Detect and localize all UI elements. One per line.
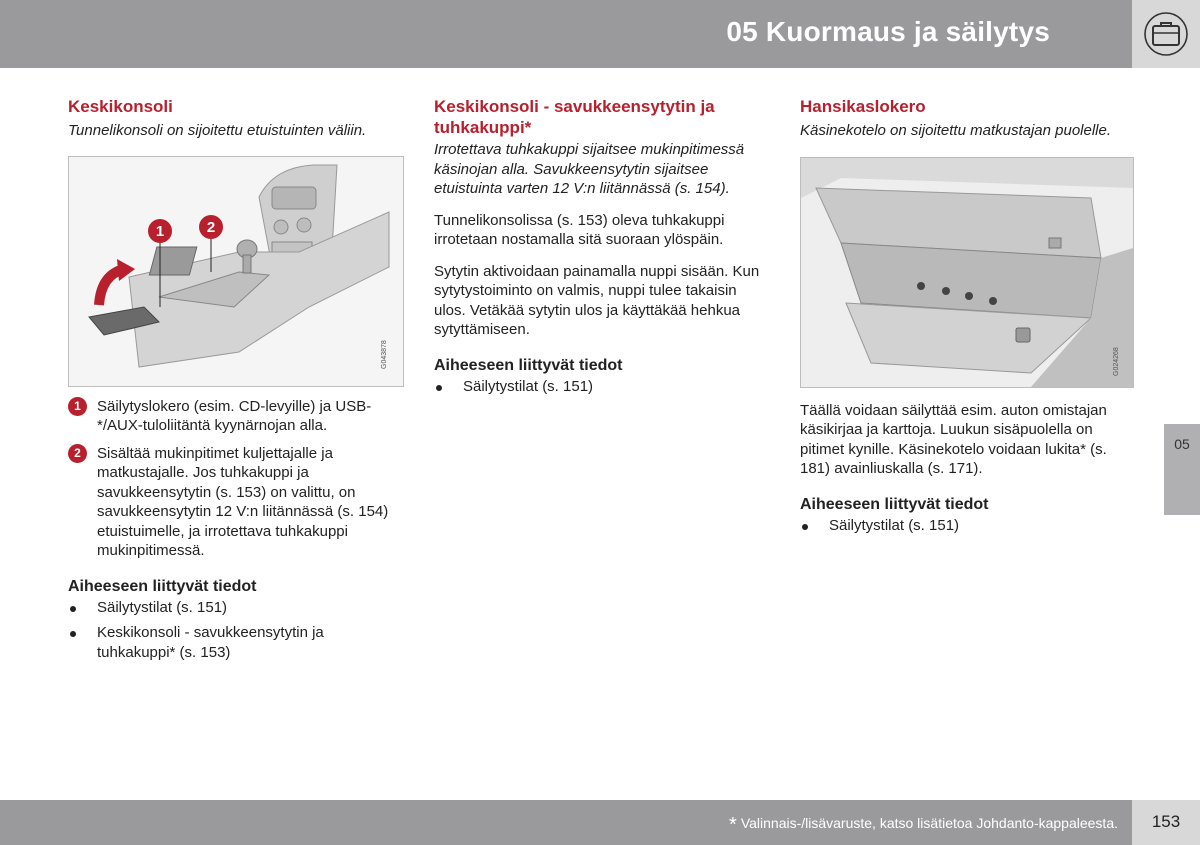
console-drawing (69, 157, 403, 386)
column-lighter-ashtray (434, 96, 764, 396)
section-heading: Keskikonsoli - savukkeensytytin ja tuhkakuppi* (434, 97, 715, 137)
page-number: 153 (1151, 812, 1181, 831)
column-center-console (68, 96, 404, 662)
numbered-item-text: Sisältää mukinpitimet kuljettajalle ja matkustajalle. Jos tuhkakuppi ja savukkeensytytin (s. 153) on valittu, on savukkeensytytin 12 V:n liitännässä (s. 154) etuistuimelle, ja irrotettava tuhkakuppi mukinpitimessä. (97, 444, 389, 559)
bullet-icon (70, 606, 76, 612)
section-heading: Hansikaslokero (800, 97, 926, 116)
bullet-icon (436, 385, 442, 391)
glovebox-drawing (801, 158, 1133, 387)
related-heading: Aiheeseen liittyvät tiedot (434, 356, 623, 374)
footer-note (729, 814, 1118, 837)
bullet-icon (802, 524, 808, 530)
center-console-illustration (68, 156, 404, 387)
figure-code: G043878 (381, 339, 388, 369)
numbered-item (68, 397, 404, 436)
number-badge: 1 (68, 397, 87, 416)
related-link-text: Säilytystilat (s. 151) (829, 516, 960, 534)
paragraph: Sytytin aktivoidaan painamalla nuppi sisään. Kun sytytystoiminto on valmis, nuppi tulee takaisin ulos. Vetäkää sytytin ulos ja käyttäkää hehkua sytyttämiseen. (434, 262, 760, 338)
related-link[interactable] (68, 598, 404, 618)
paragraph: Täällä voidaan säilyttää esim. auton omistajan käsikirjaa ja karttoja. Luukun sisäpuolella on pitimet kynille. Käsinekotelo voidaan lukita* (s. 181) avainliuskalla (s. 171). (800, 401, 1107, 477)
glovebox-illustration (800, 157, 1134, 388)
related-link[interactable] (68, 623, 404, 662)
header-bar (0, 0, 1132, 68)
chapter-title: 05 Kuormaus ja säilytys (726, 16, 1050, 47)
footer-bar (0, 800, 1132, 845)
section-intro: Käsinekotelo on sijoitettu matkustajan puolelle. (800, 122, 1112, 139)
section-intro: Tunnelikonsoli on sijoitettu etuistuinten väliin. (68, 122, 367, 139)
bullet-icon (70, 631, 76, 637)
related-heading: Aiheeseen liittyvät tiedot (800, 495, 989, 513)
related-link-text: Säilytystilat (s. 151) (463, 377, 594, 395)
figure-code: G024268 (1113, 346, 1120, 376)
suitcase-icon (1142, 12, 1190, 56)
chapter-icon-box (1132, 0, 1200, 68)
column-glovebox (800, 96, 1134, 535)
related-link[interactable] (800, 516, 1134, 536)
related-link[interactable] (434, 377, 764, 397)
footnote-text: Valinnais-/lisävaruste, katso lisätietoa Johdanto-kappaleesta. (740, 815, 1118, 831)
numbered-item (68, 444, 404, 561)
numbered-item-text: Säilytyslokero (esim. CD-levyille) ja USB-*/AUX-tuloliitäntä kyynärnojan alla. (97, 397, 372, 434)
section-heading: Keskikonsoli (68, 97, 173, 116)
footnote-star: * (729, 814, 737, 836)
paragraph: Tunnelikonsolissa (s. 153) oleva tuhkakuppi irrotetaan nostamalla sitä suoraan ylöspäin. (434, 211, 725, 248)
related-link-text: Keskikonsoli - savukkeensytytin ja tuhkakuppi* (s. 153) (97, 624, 324, 661)
section-intro: Irrotettava tuhkakuppi sijaitsee mukinpitimessä käsinojan alla. Savukkeensytytin sijaitsee etuistuinta varten 12 V:n liitännässä (s. 154). (434, 141, 745, 197)
related-heading: Aiheeseen liittyvät tiedot (68, 577, 257, 595)
chapter-side-tab: 05 (1164, 424, 1200, 515)
related-link-text: Säilytystilat (s. 151) (97, 598, 228, 616)
callout-2: 2 (206, 218, 216, 236)
page-number-box (1132, 800, 1200, 845)
callout-1: 1 (155, 222, 165, 240)
number-badge: 2 (68, 444, 87, 463)
